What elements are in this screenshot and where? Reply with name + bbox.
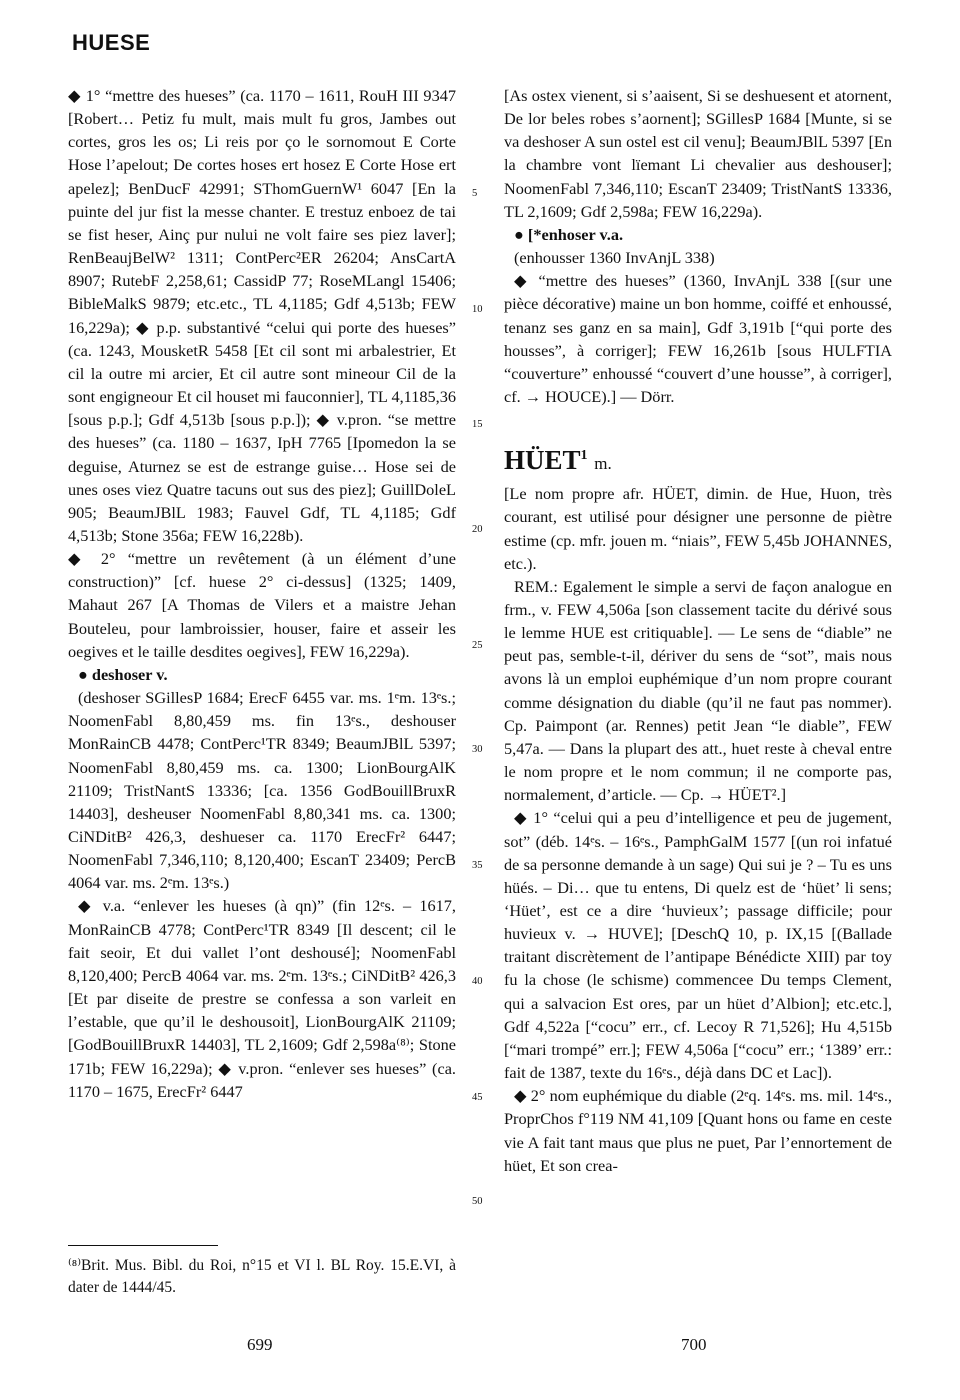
entry-sense-1: ◆ 1° “mettre des hueses” (ca. 1170 – 1611, RouH III 9347 [Robert… Petiz fu mult, mais mult fu gros, Jambes out cortes, gros les os; Li reis por ço le sornomout E Corte Hose l’apelout; De cortes hoses ert hosez E Corte Hose ert apelez]; BenDucF 42991; SThomGuernW¹ 6047 [En la puinte del jur fist la messe chanter. E trestuz enboez de tai se fist heser, Ainç pur nului ne volt faire ses piez laver]; RenBeaujBelW² 1311; ContPerc²ER 26204; AnsCartA 8907; RutebF 2,258,61; CassidP 77; RoseMLangl 15406; BibleMalkS 9879; etc.etc., TL 4,1185; Gdf 4,513b; FEW 16,229a); ◆ p.p. substantivé “celui qui porte des hueses” (ca. 1243, MousketR 5458 [Et cil sont mi arbalestrier, Et cil la outre mi arcier, Et cil autre sont mineour Cil de la sont engigneour Et cil houset mi fauconnier], TL 4,1185,36 [sous p.p.]; Gdf 4,513b [sous p.p.]); ◆ v.pron. “se mettre des hueses” (ca. 1180 – 1637, IpH 7765 [Ipomedon la se deguise, Aturnez se est de estrange guise… Hose sei de unes oses viez Quatre tacuns out sus des piez]; GuillDoleL 905; BeaumJBlL 1983; Fauvel Gdf, TL 4,1185; Gdf 4,513b; Stone 356a; FEW 16,228b). bbox=[68, 86, 456, 545]
line-number: 50 bbox=[472, 1196, 483, 1207]
line-number: 5 bbox=[472, 188, 478, 199]
derivative-headword-enhoser: ● [*enhoser v.a. bbox=[514, 224, 624, 244]
footnote-rule bbox=[68, 1245, 218, 1246]
derivative-headword-deshoser: ● deshoser v. bbox=[78, 664, 168, 684]
lemma-part-of-speech: m. bbox=[594, 454, 612, 474]
derivative-forms: (enhousser 1360 InvAnjL 338) bbox=[514, 248, 715, 268]
entry-sense-2: ◆ 2° “mettre un revêtement (à un élément d’une construction)” [cf. huese 2° ci-dessus] (1325; 1409, Mahaut 267 [A Thomas de Vilers et a maistre Jehan Bouteleu, pour lambroissier, houser, faire et asseir les oegives et le taille desdites oegives], FEW 16,229a). bbox=[68, 549, 456, 661]
entry-gap bbox=[504, 408, 892, 442]
left-column bbox=[68, 84, 456, 1103]
running-head: HUESE bbox=[72, 30, 151, 55]
line-number: 30 bbox=[472, 744, 483, 755]
entry-sense-1: ◆ 1° “celui qui a peu d’intelligence et peu de jugement, sot” (déb. 14ᵉs. – 16ᵉs., PamphGalM 1577 [(un roi infatué de sa personne demande à un sage) Qui sui je ? – Tu es uns hüés. – Di… que tu entens, Di quelz est de ‘hüet’ li sens; ‘Hüet’, est ce a dire ‘huvieux’; passage difficile; pour huvieux v. → HUVE]; [DeschQ 10, p. IX,15 [(Ballade traitant discrètement de l’antipape Bénédicte XIII) par toy fu la chose (le schisme) commencee Du temps Clement, qui a salvacion Est ores, par un hüet d’Albion]; etc.etc.], Gdf 4,522a [“cocu” err., cf. Lecoy R 71,526]; Hu 4,515b [“mari trompé” err.]; FEW 4,506a [“cocu” err.; ‘1389’ err.: fait de 1387, texte du 16ᵉs., déjà dans DC et Lac]). bbox=[504, 808, 892, 1083]
derivative-forms: (deshoser SGillesP 1684; ErecF 6455 var. ms. 1ᵉm. 13ᵉs.; NoomenFabl 8,80,459 ms. fin 13ᵉs., deshouser MonRainCB 4478; ContPerc¹TR 8349; BeaumJBlL 5397; NoomenFabl 8,80,459 ms. ca. 1300; LionBourgAlK 21109; TristNantS 13336; [ca. 1356 GodBouillBruxR 14403], desheuser NoomenFabl 8,80,341 ms. ca. 1300; CiNDitB² 426,3, deshueser ca. 1170 ErecFr² 6447; NoomenFabl 7,346,110; 8,120,400; EscanT 23409; PercB 4064 var. ms. 2ᵉm. 13ᵉs.) bbox=[68, 688, 456, 893]
page-number-right: 700 bbox=[681, 1335, 707, 1354]
entry-sense-2: ◆ 2° nom euphémique du diable (2ᵉq. 14ᵉs. ms. mil. 14ᵉs., ProprChos f°119 NM 41,109 [Quant hons ou fame en ceste vie A fait tant maus que plus ne puet, Par l’ennortement de hüet, Et son crea- bbox=[504, 1086, 892, 1175]
etymology-paragraph: [Le nom propre afr. HÜET, dimin. de Hue, Huon, très courant, est utilisé pour désigner une personne de piètre estime (cp. mfr. jouen m. “niais”, FEW 5,45b JOHANNES, etc.). bbox=[504, 484, 892, 573]
lemma-heading bbox=[504, 442, 892, 478]
line-number: 45 bbox=[472, 1092, 483, 1103]
footnote: ⁽⁸⁾Brit. Mus. Bibl. du Roi, n°15 et VI l. BL Roy. 15.E.VI, à dater de 1444/45. bbox=[68, 1257, 456, 1296]
line-number: 20 bbox=[472, 524, 483, 535]
lemma-homonym-number: 1 bbox=[580, 448, 588, 464]
right-column bbox=[504, 84, 892, 1177]
line-number: 35 bbox=[472, 860, 483, 871]
remark-paragraph: REM.: Egalement le simple a servi de façon analogue en frm., v. FEW 4,506a [son classement tacite du dérivé sous le lemme HUE est critiquable]. — Le sens de “diable” ne peut pas, semble-t-il, dériver du sens de “sot”, mais nous avons là un emploi euphémique d’un nom propre courant comme désignation du diable (qu’il ne faut pas nommer). Cp. Paimpont (ar. Rennes) petit Jean “le diable”, FEW 5,47a. — Dans la plupart des att., huet reste à cheval entre le nom propre et le nom commun; il ne comporte pas, normalement, d’article. — Cp. → HÜET².] bbox=[504, 576, 892, 805]
derivative-sense-va: ◆ v.a. “enlever les hueses (à qn)” (fin 12ᵉs. – 1617, MonRainCB 4778; ContPerc¹TR 8349 [Il descent; cil le fait seoir, Et dui vallet l’ont deshousé]; NoomenFabl 8,120,400; PercB 4064 var. ms. 2ᵉm. 13ᵉs.; CiNDitB² 426,3 [Et par diseite de prestre se confessa a son varleit en l’estable, que qu’il le deshousoit], LionBourgAlK 21109; [GodBouillBruxR 14403], TL 2,1609; Gdf 2,598a⁽⁸⁾; Stone 171b; FEW 16,229a); ◆ v.pron. “enlever ses hueses” (ca. 1170 – 1675, ErecFr² 6447 bbox=[68, 896, 456, 1101]
line-number: 40 bbox=[472, 976, 483, 987]
lemma-word: HÜET bbox=[504, 445, 581, 476]
citation-continuation: [As ostex vienent, si s’aaisent, Si se deshuesent et atornent, De lor beles robes s’aornent]; SGillesP 1684 [Munte, si se va deshoser A sun ostel est cil venu]; BeaumJBlL 5397 [En la chambre vont lïemant Li chevalier aus deshouser]; NoomenFabl 7,346,110; EscanT 23409; TristNantS 13336, TL 2,1609; Gdf 2,598a; FEW 16,229a). bbox=[504, 86, 892, 221]
page-number-left: 699 bbox=[247, 1335, 273, 1354]
derivative-sense: ◆ “mettre des hueses” (1360, InvAnjL 338 [(sur une pièce décorative) maine un bon homme, coiffé et enhoussé, tenanz ses ganz en sa main], Gdf 3,191b [“qui porte des housses”, à corriger]; FEW 16,261b [sous HULFTIA “couverture” enhoussé “couvert d’une housse”, à corriger], cf. → HOUCE).] — Dörr. bbox=[504, 271, 892, 407]
line-number: 10 bbox=[472, 304, 483, 315]
line-number: 15 bbox=[472, 419, 483, 430]
line-number: 25 bbox=[472, 640, 483, 651]
